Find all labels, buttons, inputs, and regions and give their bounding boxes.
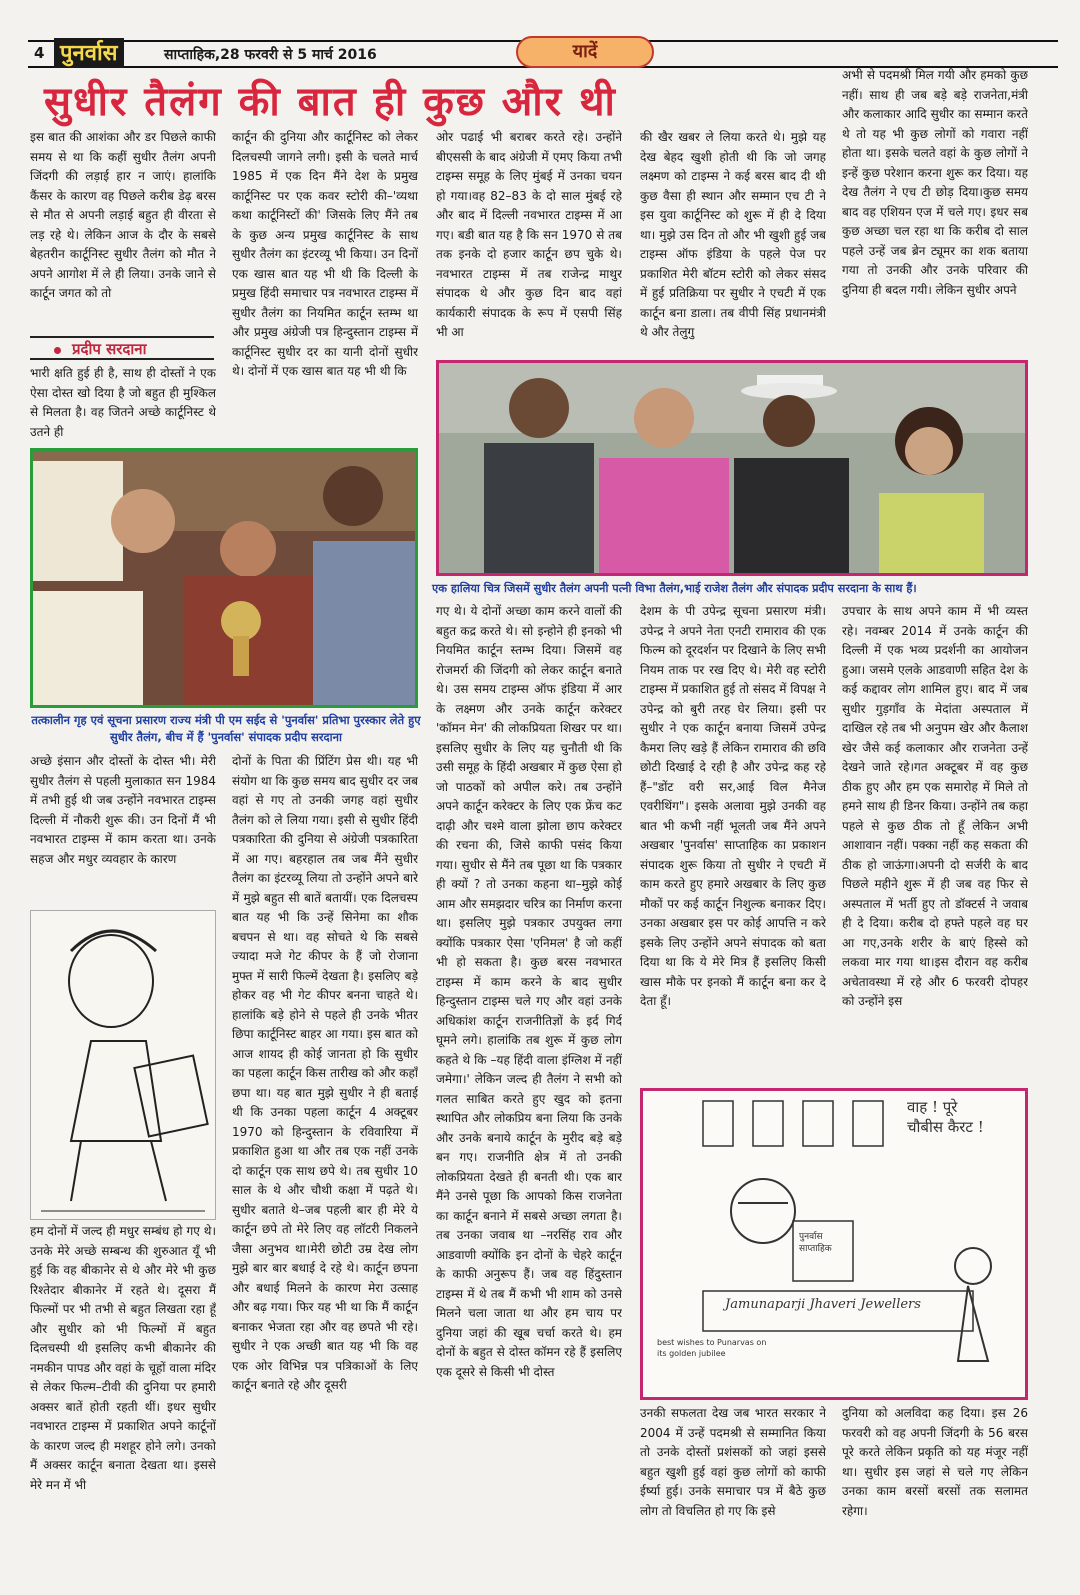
caricature-image [31,911,215,1219]
article-text: अच्छे इंसान और दोस्तों के दोस्त भी। मेरी सुधीर तैलंग से पहली मुलाकात सन 1984 में तभी हुई थी जब उन्होंने नवभारत टाइम्स दिल्ली में नौकरी शुरू की। उन दिनों मैं भी नवभारत टाइम्स में काम करता था। उनके सहज और मधुर व्यवहार के कारण [30,754,216,866]
handwritten-note: best wishes to Punarvas on its golden jubilee [657,1338,767,1358]
page-number: 4 [34,44,45,62]
headline: सुधीर तैलंग की बात ही कुछ और थी [44,78,617,125]
column-3-top [436,128,622,356]
award-photo-caption: तत्कालीन गृह एवं सूचना प्रसारण राज्य मंत्री पी एम सईद से 'पुनर्वास' प्रतिभा पुरस्कार लेते हुए सुधीर तैलंग, बीच में हैं 'पुनर्वास' संपादक प्रदीप सरदाना [31,713,421,744]
masthead-logo: पुनर्वास [54,38,124,68]
column-2-bottom [232,752,418,1558]
section-tag: यादें [516,36,654,68]
column-1-after-byline [30,364,216,448]
column-2-top [232,128,418,444]
column-5-top [842,66,1028,356]
column-5-bottom [842,1404,1028,1558]
page-header [28,40,1058,68]
award-photo-image [33,451,415,705]
article-text: की खैर खबर ले लिया करते थे। मुझे यह देख बेहद खुशी होती थी कि जो जगह लक्ष्मण को टाइम्स ने कई बरस बाद दी थी कुछ वैसा ही स्थान और सम्मान एच टी ने इस युवा कार्टूनिस्ट को शुरू में ही दे दिया था। मुझे उस दिन तो और भी खुशी हुई जब टाइम्स ऑफ इंडिया के पहले पेज पर प्रकाशित मेरी बॉटम स्टोरी को लेकर संसद में हुई प्रतिक्रिया पर सुधीर ने एचटी में एक कार्टून बना डाला। तब वीपी सिंह प्रधानमंत्री थे और तेलुगु [640,130,826,339]
article-text: उपचार के साथ अपने काम में भी व्यस्त रहे। नवम्बर 2014 में उनके कार्टून की दिल्ली में एक भव्य प्रदर्शनी का आयोजन हुआ। जसमे एलके आडवाणी सहित देश के कई कद्दावर लोग शामिल हुए। बाद में जब सुधीर गुड़गाँव के मेदांता अस्पताल में दाखिल रहे तब भी अनुपम खेर और कैलाश खेर जैसे कई कलाकार और राजनेता उन्हें देखने जाते रहे।गत अक्टूबर में वह कुछ ठीक हुए और हम एक समारोह में मिले तो हमने साथ ही डिनर किया। उन्होंने तब कहा पहले से कुछ ठीक तो हूँ लेकिन अभी आशावान नहीं। पक्का नहीं कह सकता की ठीक हो जाऊंगा।अपनी दो सर्जरी के बाद पिछले महीने शुरू में ही जब वह फिर से अस्पताल में भर्ती हुए तो डॉक्टर्स ने जवाब ही दे दिया। करीब दो हफ्ते पहले वह घर आ गए,उनके शरीर के बाएं हिस्से को लकवा मार गया था।इस दौरान वह करीब अचेतावस्था में रहे और 6 फरवरी दोपहर को उन्होंने इस [842,604,1028,1008]
column-1-bottom [30,1222,216,1558]
article-text: देशम के पी उपेन्द्र सूचना प्रसारण मंत्री। उपेन्द्र ने अपने नेता एनटी रामाराव की एक फिल्म को दूरदर्शन पर दिखाने के लिए सभी नियम ताक पर रख दिए थे। मेरी वह स्टोरी टाइम्स में प्रकाशित हुई तो संसद में विपक्ष ने उपेन्द्र को बुरी तरह घेर लिया। इसी पर सुधीर ने एक कार्टून बनाया जिसमें उपेन्द्र कैमरा लिए खड़े हैं लेकिन रामाराव की छवि छोटी दिखाई दे रही है और उपेन्द्र कह रहे हैं–"डोंट वरी सर,आई विल मैनेज एवरीथिंग"। इसके अलावा मुझे उनकी वह बात भी कभी नहीं भूलती जब मैंने अपने अखबार 'पुनर्वास' साप्ताहिक का प्रकाशन संपादक शुरू किया तो सुधीर ने एचटी में काम करते हुए हमारे अखबार के लिए कुछ मौकों पर कई कार्टून निशुल्क बनाकर दिए। उनका अखबार इस पर कोई आपत्ति न करे इसके लिए उन्होंने अपने संपादक को बता दिया था कि ये मेरे मित्र हैं इसलिए किसी खास मौके पर इनको मैं कार्टून बना कर दे देता हूँ। [640,604,826,1008]
bullet-icon [54,347,61,354]
article-text: अभी से पदमश्री मिल गयी और हमको कुछ नहीं। साथ ही जब बड़े बड़े राजनेता,मंत्री और कलाकार आदि सुधीर का सम्मान करते थे तो यह भी कुछ लोगों को गवारा नहीं होता था। इसके चलते वहां के कुछ लोगों ने इन्हें कुछ परेशान करना शुरू कर दिया। यह देख तैलंग ने एच टी छोड़ दिया।कुछ समय बाद वह एशियन एज में चले गए। इधर सब कुछ अच्छा चल रहा था कि करीब दो साल पहले उन्हें जब ब्रेन ट्यूमर का शक बताया गया तो उनकी और उनके परिवार की दुनिया ही बदल गयी। लेकिन सुधीर अपने [842,68,1028,297]
group-photo [436,360,1028,576]
column-3-bottom [436,602,622,1558]
column-1-top [30,128,216,334]
shop-sign: Jamunaparji Jhaveri Jewellers [725,1297,921,1312]
article-text: दोनों के पिता की प्रिंटिंग प्रेस थी। यह भी संयोग था कि कुछ समय बाद सुधीर दर जब वहां से गए तो उनकी जगह वहां सुधीर तैलंग को ले लिया गया। इसी से सुधीर हिंदी पत्रकारिता की दुनिया से अंग्रेजी पत्रकारिता में आ गए। बहरहाल तब जब मैंने सुधीर तैलंग का इंटरव्यू लिया तो उन्होंने अपने बारे में मुझे बहुत सी बातें बतायीं। एक दिलचस्प बात यह भी कि उन्हें सिनेमा का शौक बचपन से था। वह सोचते थे कि सबसे ज्यादा मजे गेट कीपर के हैं जो रोजाना मुफ्त में सारी फिल्में देखता है। इसलिए बड़े होकर वह भी गेट कीपर बनना चाहते थे। हालांकि बड़े होने से पहले ही उनके भीतर छिपा कार्टूनिस्ट बाहर आ गया। इस बात को आज शायद ही कोई जानता हो कि सुधीर का पहला कार्टून किस तारीख को और कहाँ छपा था। यह बात मुझे सुधीर ने ही बताई थी कि उनका पहला कार्टून 4 अक्टूबर 1970 को हिन्दुस्तान के रविवारिया में प्रकाशित हुआ था और तब एक नहीं उनके दो कार्टून एक साथ छपे थे। तब सुधीर 10 साल के थे और चौथी कक्षा में पढ़ते थे। सुधीर बताते थे–जब पहली बार ही मेरे ये कार्टून छपे तो मेरे लिए वह लॉटरी निकलने जैसा अनुभव था।मेरी छोटी उम्र देख लोग मुझे बार बार बधाई दे रहे थे। कार्टून छपना और बधाई मिलने के कारण मेरा उत्साह और बढ़ गया। फिर यह भी था कि मैं कार्टून बनाकर भेजता रहा और वह छपते भी रहे। सुधीर ने एक अच्छी बात यह भी कि वह एक ओर विभिन्न पत्र पत्रिकाओं के लिए कार्टून बनाते रहे और दूसरी [232,754,418,1392]
column-4-mid [640,602,826,1082]
article-text: उनकी सफलता देख जब भारत सरकार ने 2004 में उन्हें पदमश्री से सम्मानित किया तो उनके दोस्तों प्रशंसकों को जहां इससे बहुत खुशी हुई वहां कुछ लोगों को काफी ईर्ष्या हुई। उनके समाचार पत्र में बैठे कुछ लोग तो विचलित हो गए कि इसे [640,1406,826,1518]
newspaper-label: पुनर्वास साप्ताहिक [799,1232,832,1254]
article-text: कार्टून की दुनिया और कार्टूनिस्ट को लेकर दिलचस्पी जागने लगी। इसी के चलते मार्च 1985 में एक दिन मैंने देश के प्रमुख कार्टूनिस्ट पर एक कवर स्टोरी की–'व्यथा कथा कार्टूनिस्टों की' जिसके लिए मैंने तब के कुछ अन्य प्रमुख कार्टूनिस्ट के साथ सुधीर तैलंग का इंटरव्यू भी किया। उन दिनों एक खास बात यह भी थी कि दिल्ली के प्रमुख हिंदी समाचार पत्र नवभारत टाइम्स में सुधीर तैलंग का नियमित कार्टून स्तम्भ था और प्रमुख अंग्रेजी पत्र हिन्दुस्तान टाइम्स में कार्टूनिस्ट सुधीर दर का यानी दोनों सुधीर थे। दोनों में एक खास बात यह भी थी कि [232,130,418,378]
speech-bubble: वाह ! पूरे चौबीस कैरट ! [907,1098,984,1136]
column-1-mid [30,752,216,910]
column-4-top [640,128,826,356]
author-name: प्रदीप सरदाना [72,340,147,358]
article-text: गए थे। ये दोनों अच्छा काम करने वालों की बहुत कद्र करते थे। सो इन्होने ही इनको भी नियमित कार्टून स्तम्भ दिया। जिसमें वह रोजमर्रा की जिंदगी को लेकर कार्टून बनाते थे। उस समय टाइम्स ऑफ इंडिया में आर के लक्ष्मण और उनके कार्टून करेक्टर 'कॉमन मेन' की लोकप्रियता शिखर पर था। इसलिए सुधीर के लिए यह चुनौती थी कि उसी समूह के हिंदी अखबार में कुछ ऐसा हो जो पाठकों को अपील करे। तब उन्होंने अपने कार्टून करेक्टर के लिए एक फ्रेंच कट दाढ़ी और चश्मे वाला झोला छाप करेक्टर की रचना की, जिसे काफी पसंद किया गया। सुधीर से मैंने तब पूछा था कि पत्रकार ही क्यों ? तो उनका कहना था–मुझे कोई आम और समझदार चरित्र का निर्माण करना था। इसलिए मुझे पत्रकार उपयुक्त लगा क्योंकि पत्रकार ऐसा 'एनिमल' है जो कहीं भी हो सकता है। कुछ बरस नवभारत टाइम्स में काम करने के बाद सुधीर हिन्दुस्तान टाइम्स चले गए और वहां उनके अधिकांश कार्टून राजनीतिज्ञों के इर्द गिर्द घूमने लगे। हालांकि तब शुरू में कुछ लोग कहते थे कि –यह हिंदी वाला इंग्लिश में नहीं जमेगा।' लेकिन जल्द ही तैलंग ने सभी को गलत साबित करते हुए खुद को इतना स्थापित और लोकप्रिय बना लिया कि उनके और उनके बनाये कार्टून के मुरीद बड़े बड़े बन गए। राजनीति क्षेत्र में तो उनकी लोकप्रियता देखते ही बनती थी। एक बार मैंने उनसे पूछा कि आपको किस राजनेता का कार्टून बनाने में सबसे अच्छा लगता है। तब उनका जवाब था –नरसिंह राव और आडवाणी क्योंकि इन दोनों के चेहरे कार्टून के काफी अनुरूप हैं। जब वह हिंदुस्तान टाइम्स में थे तब मैं कभी भी शाम को उनसे मिलने चला जाता था और हम चाय पर दुनिया जहां की खूब चर्चा करते थे। हम दोनों के बहुत से दोस्त कॉमन रहे हैं इसलिए एक दूसरे से किसी भी दोस्त [436,604,622,1379]
caricature-sketch [30,910,216,1220]
article-text: दुनिया को अलविदा कह दिया। इस 26 फरवरी को वह अपनी जिंदगी के 56 बरस पूरे करते लेकिन प्रकृति को यह मंजूर नहीं था। सुधीर इस जहां से चले गए लेकिन उनका काम बरसों बरसों तक सलामत रहेगा। [842,1406,1028,1518]
award-photo [30,448,418,708]
group-photo-image [439,363,1025,573]
column-5-mid [842,602,1028,1084]
article-text: इस बात की आशंका और डर पिछले काफी समय से था कि कहीं सुधीर तैलंग अपनी जिंदगी की लड़ाई हार न जाएं। हालांकि कैंसर के कारण वह पिछले करीब डेढ़ बरस से मौत से अपनी लड़ाई बहुत ही वीरता से लड़ रहे थे। लेकिन आज के दौर के सबसे बेहतरीन कार्टूनिस्ट सुधीर तैलंग को मौत ने अपने आगोश में ले ही लिया। उनके जाने से कार्टून जगत को तो [30,130,216,300]
article-text: ओर पढाई भी बराबर करते रहे। उन्होंने बीएससी के बाद अंग्रेजी में एमए किया तभी टाइम्स समूह के लिए मुंबई में उनका चयन हो गया।वह 82–83 के दो साल मुंबई रहे और बाद में दिल्ली नवभारत टाइम्स में आ गए। बडी बात यह है कि सन 1970 से तब तक इनके दो हजार कार्टून छप चुके थे। नवभारत टाइम्स में तब राजेन्द्र माथुर संपादक थे और कुछ दिन बाद वहां कार्यकारी संपादक के रूप में एसपी सिंह भी आ [436,130,622,339]
article-text: हम दोनों में जल्द ही मधुर सम्बंध हो गए थे। उनके मेरे अच्छे सम्बन्ध की शुरुआत यूँ भी हुई कि वह बीकानेर से थे और मेरे भी कुछ रिश्तेदार बीकानेर में रहते थे। दूसरा मैं फिल्मों पर भी तभी से बहुत लिखता रहा हूँ और सुधीर को भी फिल्मों में बहुत दिलचस्पी थी इसलिए कभी बीकानेर की नमकीन पापड और वहां के चूहों वाला मंदिर से लेकर फिल्म–टीवी की दुनिया पर हमारी अक्सर बातें होती रहती थीं। इधर सुधीर नवभारत टाइम्स में प्रकाशित अपने कार्टूनों के कारण जल्द ही मशहूर होने लगे। उनको मैं अक्सर कार्टून बनाता देखता था। इससे मेरे मन में भी [30,1224,216,1492]
cartoon-drawing [640,1088,1028,1400]
article-text: भारी क्षति हुई ही है, साथ ही दोस्तों ने एक ऐसा दोस्त खो दिया है जो बहुत ही मुश्किल से मिलता है। वह जितने अच्छे कार्टूनिस्ट थे उतने ही [30,366,216,439]
dateline: साप्ताहिक,28 फरवरी से 5 मार्च 2016 [164,47,377,63]
column-4-bottom [640,1404,826,1558]
byline [30,336,214,360]
group-photo-caption: एक हालिया चित्र जिसमें सुधीर तैलंग अपनी पत्नी विभा तैलंग,भाई राजेश तैलंग और संपादक प्रदीप सरदाना के साथ हैं। [432,582,917,595]
